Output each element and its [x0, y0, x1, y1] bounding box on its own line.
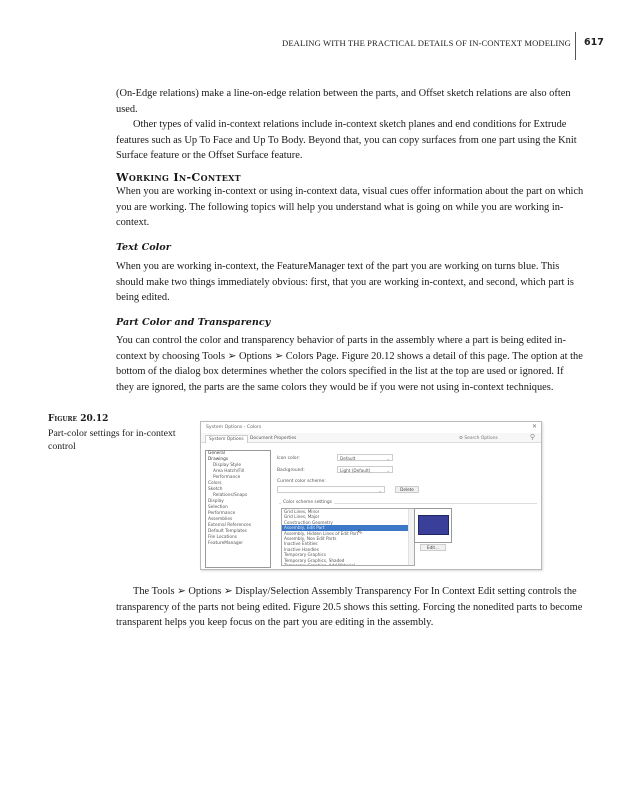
paragraph-text: When you are working in-context or using in-context data, visual cues offer information about the part on which you are working. The following topics will help you understand what is going on while you are working in-context. [116, 186, 584, 228]
search-options-input[interactable] [459, 436, 498, 441]
list-item[interactable]: Temporary Graphics, Add Material [284, 563, 356, 566]
paragraph-text: (On-Edge relations) make a line-on-edge relation between the parts, and Offset sketch relations are also often used. [116, 88, 571, 115]
subheading-part-color: Part Color and Transparency [116, 317, 271, 328]
icon-color-value: Default [340, 456, 356, 461]
paragraph-text: You can control the color and transparency behavior of parts in the assembly where a part is being edited in-context by choosing Tools ➢ Options ➢ Colors Page. Figure 20.12 shows a detail of this page. The option at the bottom of the dialog box determines whether the colors specified in the list at the top are used or ignored. If they are ignored, the parts are the same colors they would be if you were not using in-context techniques. [116, 335, 583, 393]
list-item[interactable]: Grid Lines, Minor [284, 509, 320, 514]
dialog-title: System Options - Colors [206, 425, 262, 430]
color-swatch [418, 515, 449, 535]
tree-item-assemblies[interactable]: Assemblies [208, 517, 233, 522]
background-select[interactable] [337, 466, 393, 473]
tree-item-drawings[interactable]: Drawings [208, 457, 229, 462]
list-item[interactable]: Construction Geometry [284, 519, 333, 525]
edit-color-button[interactable]: Edit... [420, 544, 446, 551]
icon-color-select[interactable] [337, 454, 393, 461]
running-head: DEALING WITH THE PRACTICAL DETAILS OF IN-CONTEXT MODELING [282, 38, 571, 48]
tree-item-relations-snaps[interactable]: Relations/Snaps [213, 493, 248, 498]
list-item[interactable]: Grid Lines, Major [284, 514, 320, 520]
figure-label: Figure 20.12 [48, 414, 109, 424]
subheading-text-color: Text Color [116, 242, 171, 253]
page-number: 617 [584, 37, 604, 48]
list-item-selected[interactable]: Assembly, Edit Part [282, 525, 414, 530]
paragraph-4 [116, 259, 584, 306]
header-divider [575, 32, 576, 60]
tree-item-display-style[interactable]: Display Style [213, 463, 241, 468]
tree-item-general[interactable]: General [208, 451, 225, 456]
paragraph-text: When you are working in-context, the FeatureManager text of the part you are working on turns blue. This should make two things immediately obvious: first, that you are working in-context, and second, which part is being edited. [116, 261, 574, 303]
list-item[interactable]: Temporary Graphics, Shaded [284, 557, 345, 563]
color-scheme-list[interactable] [281, 508, 415, 566]
icon-color-label: Icon color: [277, 456, 300, 461]
chevron-down-icon: ⌄ [386, 468, 390, 473]
tree-item-external-references[interactable]: External References [208, 523, 252, 528]
close-icon[interactable]: ✕ [531, 423, 537, 430]
system-options-dialog [200, 421, 542, 570]
paragraph-6 [116, 584, 584, 631]
paragraph-text: The Tools ➢ Options ➢ Display/Selection Assembly Transparency For In Context Edit setting controls the transparency of the parts not being edited. Figure 20.5 shows this setting. Forcing the nonedited parts to become transparent helps you keep focus on the part you are editing in the assembly. [116, 586, 583, 628]
list-item[interactable]: Assembly, Hidden Lines of Edit Part [284, 530, 359, 536]
chevron-down-icon: ⌄ [386, 456, 390, 461]
mouse-cursor-icon: ⇖ [357, 528, 363, 536]
chevron-down-icon: ⌄ [378, 488, 382, 493]
search-label: Search Options [464, 436, 498, 441]
current-scheme-select[interactable] [277, 486, 385, 493]
tree-item-featuremanager[interactable]: FeatureManager [208, 541, 244, 546]
list-item[interactable]: Temporary Graphics [284, 552, 327, 558]
tab-system-options[interactable]: System Options [205, 435, 248, 443]
background-value: Light (Default) [340, 468, 371, 473]
tree-item-default-templates[interactable]: Default Templates [208, 529, 247, 534]
list-item[interactable]: Inactive Handles [284, 546, 319, 552]
options-tree[interactable] [205, 450, 271, 568]
tree-item-area-hatch[interactable]: Area Hatch/Fill [213, 469, 245, 474]
background-label: Background: [277, 468, 305, 473]
tree-item-sketch[interactable]: Sketch [208, 487, 223, 492]
figure-caption: Part-color settings for in-context control [48, 428, 176, 452]
paragraph-text: Other types of valid in-context relations include in-context sketch planes and end conditions for Extrude features such as Up To Face and Up To Body. Beyond that, you can copy surfaces from one part using the Knit Surface feature or the Offset Surface feature. [116, 119, 577, 161]
tree-item-display[interactable]: Display [208, 499, 224, 504]
section-heading: Working In-Context [116, 170, 241, 184]
tree-item-colors[interactable]: Colors [208, 481, 222, 486]
tab-document-properties[interactable]: Document Properties [250, 436, 297, 441]
tree-item-file-locations[interactable]: File Locations [208, 535, 237, 540]
delete-button[interactable]: Delete [395, 486, 419, 493]
paragraph-3 [116, 184, 584, 231]
current-scheme-label: Current color scheme: [277, 479, 326, 484]
color-preview-box [414, 508, 452, 543]
paragraph-1 [116, 86, 584, 164]
tree-item-drawing-performance[interactable]: Performance [213, 475, 241, 480]
list-item[interactable]: Assembly, Non Edit Parts [284, 536, 337, 542]
scheme-settings-label: Color scheme settings [283, 500, 332, 505]
list-item[interactable]: Inactive Entities [284, 541, 318, 547]
paragraph-5 [116, 333, 584, 395]
tree-item-performance[interactable]: Performance [208, 511, 236, 516]
gear-icon: ⚙ [459, 436, 463, 441]
tree-item-selection[interactable]: Selection [208, 505, 228, 510]
search-icon[interactable]: ⚲ [529, 433, 535, 441]
